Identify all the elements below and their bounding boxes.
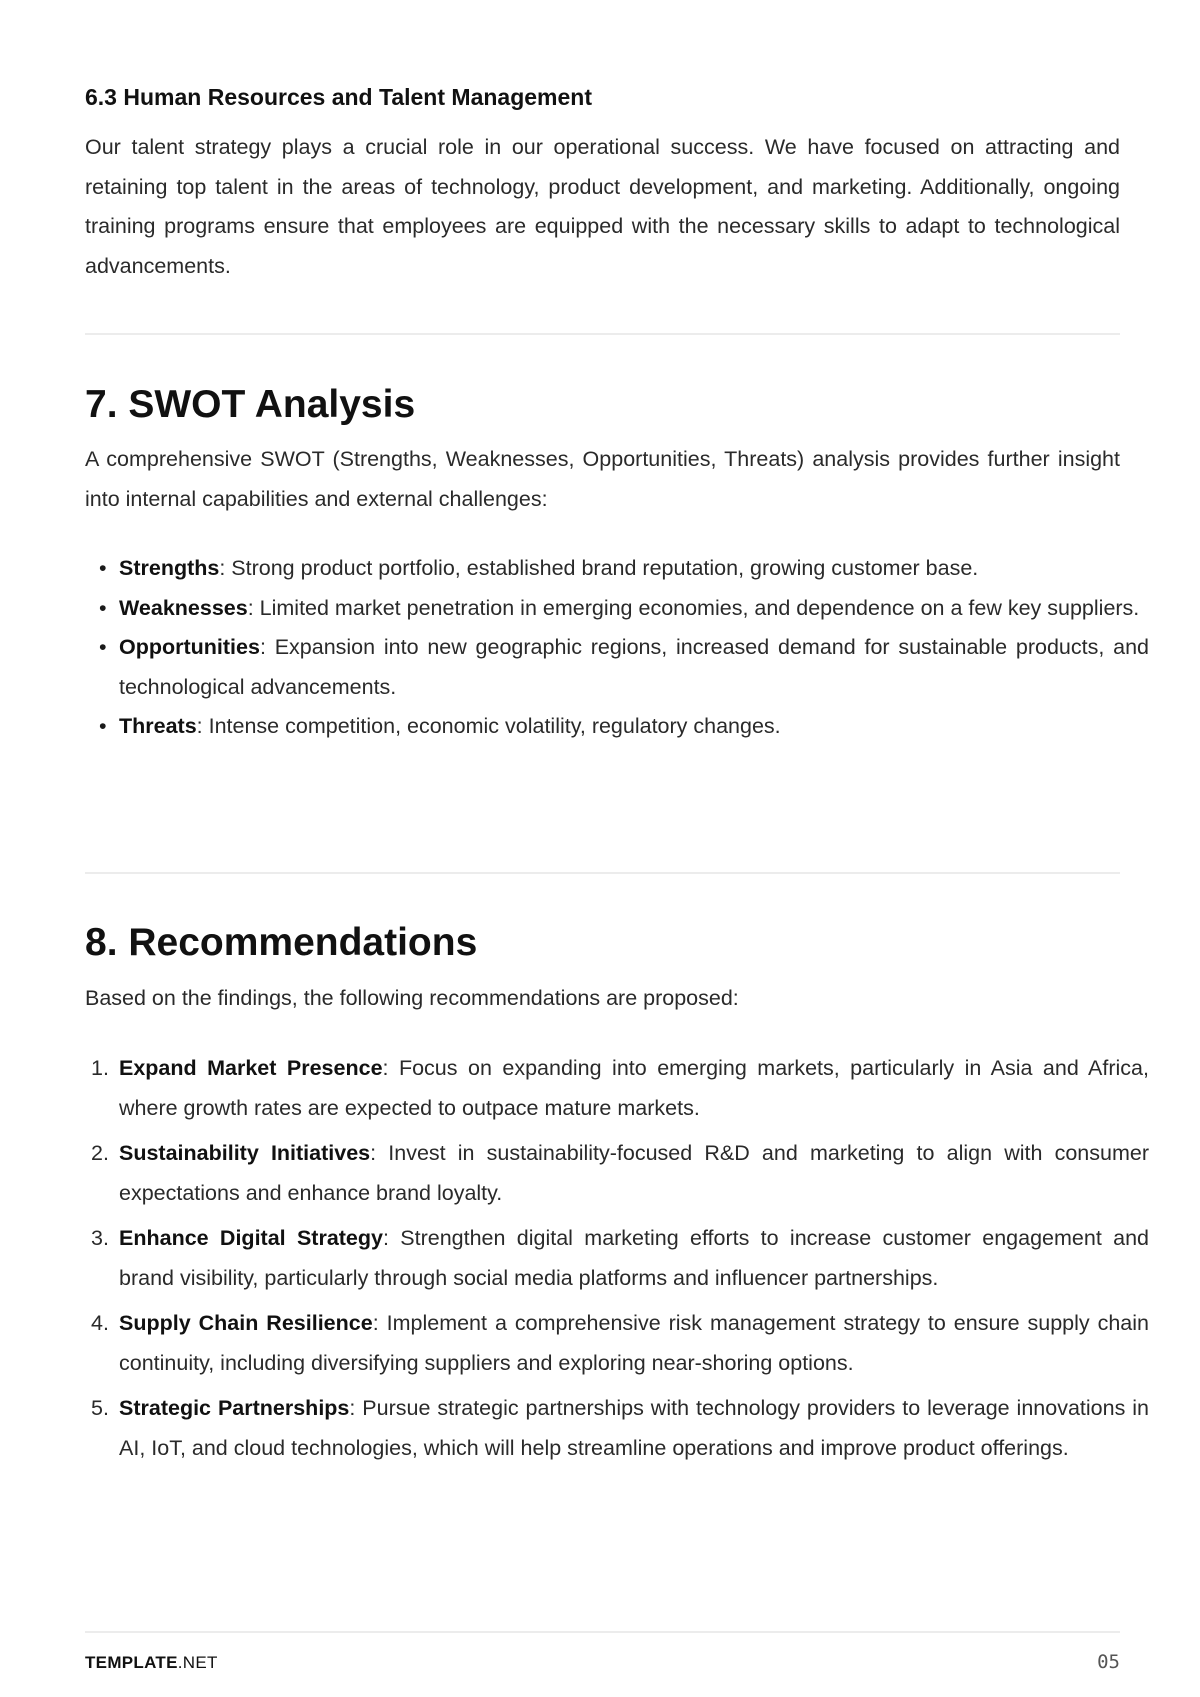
swot-term: Threats bbox=[119, 714, 197, 738]
section-divider bbox=[85, 333, 1120, 335]
footer-brand-logo bbox=[85, 1653, 218, 1673]
recommendation-text: : Strengthen digital marketing efforts to increase customer engagement and brand visibility, particularly through social media platforms and influencer partnerships. bbox=[119, 1226, 1149, 1290]
recommendation-term: Expand Market Presence bbox=[119, 1056, 383, 1080]
recommendation-number: 5. bbox=[91, 1396, 109, 1420]
recommendation-item bbox=[91, 1049, 1149, 1128]
swot-item-weaknesses bbox=[119, 589, 1149, 629]
recommendation-term: Strategic Partnerships bbox=[119, 1396, 350, 1420]
recommendation-item bbox=[91, 1304, 1149, 1383]
brand-name-bold: TEMPLATE bbox=[85, 1653, 178, 1672]
swot-term: Weaknesses bbox=[119, 595, 248, 620]
recommendations-section-title: 8. Recommendations bbox=[85, 921, 478, 964]
recommendation-item bbox=[91, 1134, 1149, 1213]
swot-list bbox=[119, 549, 1149, 747]
swot-text: : Intense competition, economic volatility, regulatory changes. bbox=[196, 714, 781, 738]
recommendations-list bbox=[91, 1049, 1149, 1474]
recommendation-term: Enhance Digital Strategy bbox=[119, 1226, 383, 1250]
section-6-3-body: Our talent strategy plays a crucial role in our operational success. We have focused on attracting and retaining top talent in the areas of technology, product development, and marketing. Additionally, ongoing training programs ensure that employees are equipped with the necessary skills to adapt to technological advancements. bbox=[85, 135, 1120, 278]
swot-intro: A comprehensive SWOT (Strengths, Weaknesses, Opportunities, Threats) analysis provides further insight into internal capabilities and external challenges: bbox=[85, 447, 1120, 511]
recommendation-item bbox=[91, 1389, 1149, 1468]
recommendation-text: : Implement a comprehensive risk management strategy to ensure supply chain continuity, including diversifying suppliers and exploring near-shoring options. bbox=[119, 1311, 1149, 1375]
recommendation-text: : Invest in sustainability-focused R&D and marketing to align with consumer expectations and enhance brand loyalty. bbox=[119, 1141, 1149, 1205]
swot-term: Opportunities bbox=[119, 635, 260, 659]
swot-text: : Strong product portfolio, established brand reputation, growing customer base. bbox=[219, 556, 979, 580]
swot-section-title: 7. SWOT Analysis bbox=[85, 383, 416, 426]
swot-term: Strengths bbox=[119, 556, 220, 580]
swot-text: : Expansion into new geographic regions, increased demand for sustainable products, and technological advancements. bbox=[119, 635, 1149, 699]
swot-item-strengths bbox=[119, 549, 1149, 589]
recommendation-number: 2. bbox=[91, 1141, 109, 1165]
swot-item-opportunities bbox=[119, 628, 1149, 707]
swot-text: : Limited market penetration in emerging economies, and dependence on a few key suppliers. bbox=[247, 595, 1140, 620]
brand-name-suffix: .NET bbox=[177, 1653, 218, 1672]
section-6-3-heading: 6.3 Human Resources and Talent Management bbox=[85, 84, 592, 110]
recommendation-number: 4. bbox=[91, 1311, 109, 1335]
recommendation-term: Sustainability Initiatives bbox=[119, 1141, 371, 1165]
recommendation-text: : Pursue strategic partnerships with technology providers to leverage innovations in AI, IoT, and cloud technologies, which will help streamline operations and improve product offerings. bbox=[119, 1396, 1149, 1460]
recommendation-item bbox=[91, 1219, 1149, 1298]
recommendations-intro: Based on the findings, the following recommendations are proposed: bbox=[85, 986, 739, 1010]
recommendation-text: : Focus on expanding into emerging markets, particularly in Asia and Africa, where growth rates are expected to outpace mature markets. bbox=[119, 1056, 1149, 1120]
recommendation-number: 3. bbox=[91, 1226, 109, 1250]
page-number: 05 bbox=[1097, 1651, 1120, 1673]
recommendation-number: 1. bbox=[91, 1056, 109, 1080]
footer-divider bbox=[85, 1631, 1120, 1633]
swot-item-threats bbox=[119, 707, 1149, 747]
recommendation-term: Supply Chain Resilience bbox=[119, 1311, 373, 1335]
section-divider bbox=[85, 872, 1120, 874]
